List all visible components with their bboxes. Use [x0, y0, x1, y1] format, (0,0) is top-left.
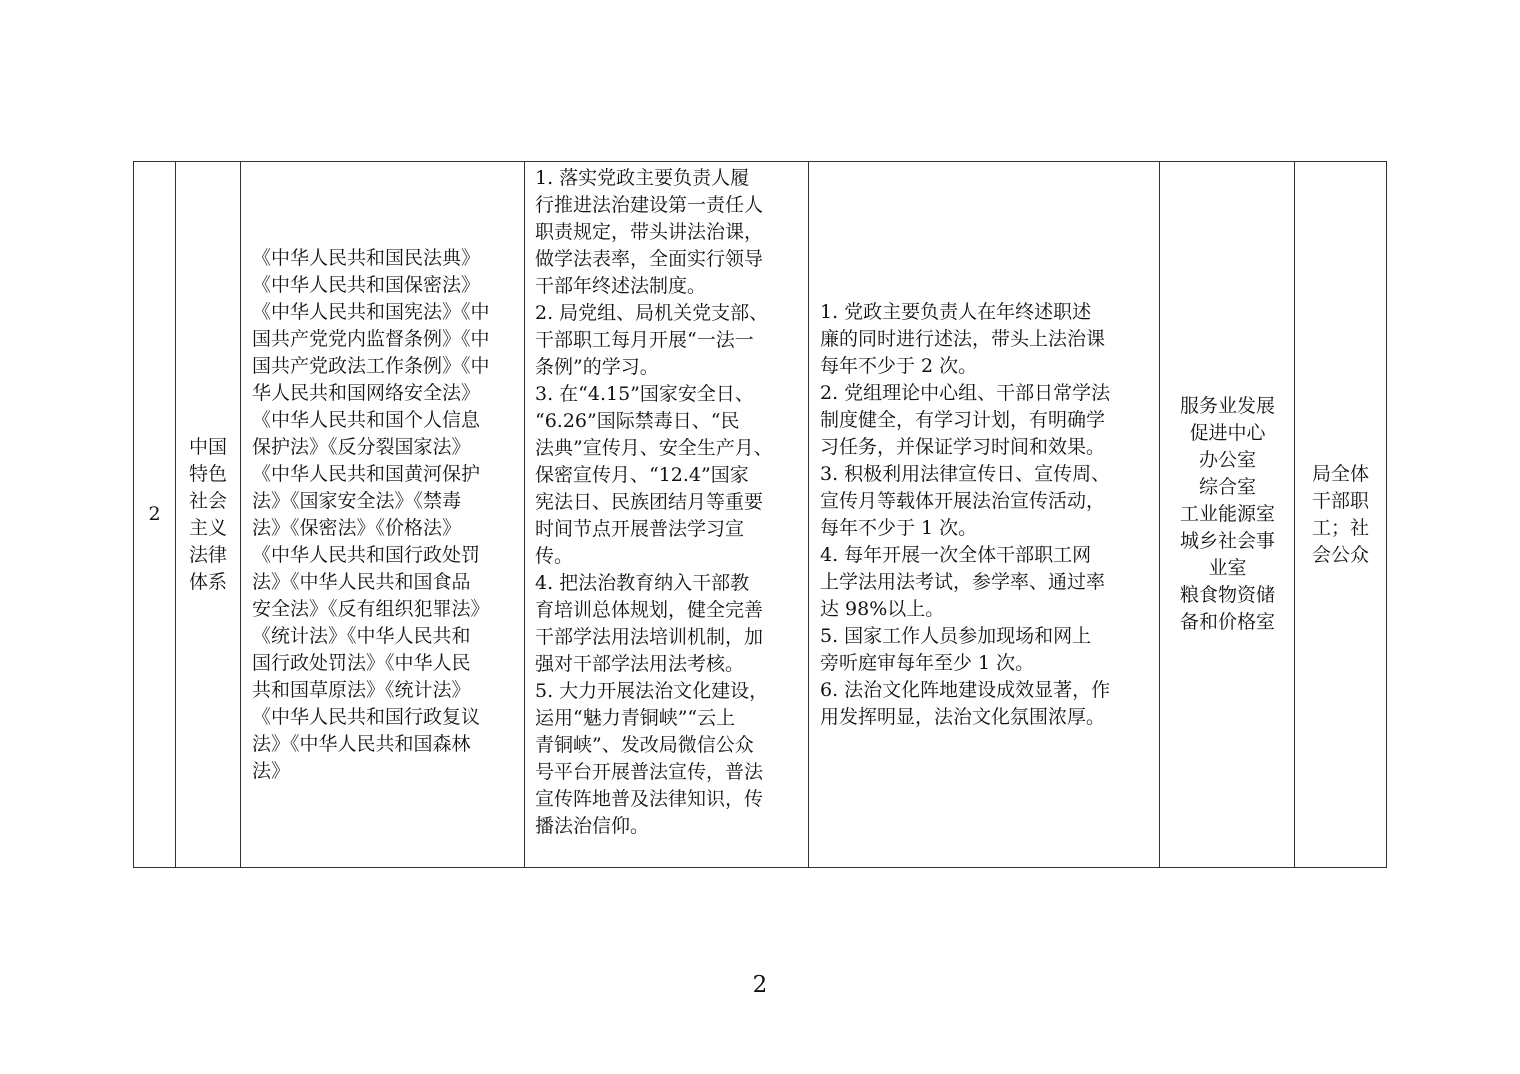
text-line: 干部职 [1311, 489, 1369, 512]
text-line: 促进中心 [1189, 422, 1266, 444]
text-line: 《中华人民共和国民法典》 [252, 246, 481, 269]
table-row [134, 162, 1387, 868]
text-line: 中国 [188, 435, 227, 458]
text-line: 1. 党政主要负责人在年终述职述 [820, 300, 1092, 323]
text-line: 备和价格室 [1179, 611, 1275, 633]
text-line: 2. 局党组、局机关党支部、 [535, 302, 769, 324]
tasks-cell [525, 162, 809, 868]
text-line: 职责规定，带头讲法治课， [535, 221, 764, 243]
text-line: 干部年终述法制度。 [535, 275, 707, 297]
laws-cell [241, 162, 525, 868]
text-line: 1. 落实党政主要负责人履 [535, 167, 750, 189]
text-line: 体系 [188, 570, 227, 593]
text-line: 安全法》《反有组织犯罪法》 [252, 597, 490, 620]
text-line: 国共产党政法工作条例》《中 [252, 354, 490, 377]
text-line: 法》《国家安全法》《禁毒 [252, 489, 462, 512]
text-line: 习任务，并保证学习时间和效果。 [820, 435, 1106, 458]
row-number: 2 [148, 503, 161, 525]
text-line: 办公室 [1198, 449, 1256, 471]
text-line: 保护法》《反分裂国家法》 [252, 435, 471, 458]
text-line: 工业能源室 [1179, 503, 1275, 525]
text-line: 干部职工每月开展“一法一 [535, 329, 754, 351]
text-line: 上学法用法考试，参学率、通过率 [820, 570, 1106, 593]
text-line: 《中华人民共和国行政处罚 [252, 543, 481, 566]
tasks-text [525, 162, 808, 840]
responsible-dept-text [1160, 393, 1294, 636]
text-line: 播法治信仰。 [535, 815, 650, 837]
text-line: 用发挥明显，法治文化氛围浓厚。 [820, 705, 1106, 728]
text-line: 城乡社会事 [1179, 530, 1275, 552]
text-line: 法》《中华人民共和国森林 [252, 732, 471, 755]
text-line: 《中华人民共和国宪法》《中 [252, 300, 490, 323]
category-cell [176, 162, 241, 868]
text-line: 会公众 [1311, 543, 1369, 566]
text-line: 每年不少于 2 次。 [820, 354, 978, 377]
text-line: 传。 [535, 545, 574, 567]
target-audience-text [1295, 461, 1386, 569]
text-line: 特色 [188, 462, 227, 485]
text-line: 号平台开展普法宣传，普法 [535, 761, 764, 783]
text-line: 法》《中华人民共和国食品 [252, 570, 471, 593]
text-line: 保密宣传月、“12.4”国家 [535, 464, 749, 486]
text-line: 主义 [188, 516, 227, 539]
text-line: 国共产党党内监督条例》《中 [252, 327, 490, 350]
text-line: 宣传阵地普及法律知识，传 [535, 788, 764, 810]
text-line: 法》《保密法》《价格法》 [252, 516, 462, 539]
text-line: 3. 在“4.15”国家安全日、 [535, 383, 754, 405]
text-line: 共和国草原法》《统计法》 [252, 678, 471, 701]
text-line: 《统计法》《中华人民共和 [252, 624, 471, 647]
text-line: 法律 [188, 543, 227, 566]
text-line: 条例”的学习。 [535, 356, 659, 378]
text-line: 做学法表率，全面实行领导 [535, 248, 764, 270]
text-line: 青铜峡”、发改局微信公众 [535, 734, 754, 756]
page-number: 2 [752, 972, 768, 998]
text-line: 时间节点开展普法学习宣 [535, 518, 745, 540]
text-line: 服务业发展 [1179, 395, 1275, 417]
text-line: 《中华人民共和国行政复议 [252, 705, 481, 728]
text-line: 宣传月等载体开展法治宣传活动， [820, 489, 1106, 512]
text-line: “6.26”国际禁毒日、“民 [535, 410, 740, 432]
text-line: 业室 [1208, 557, 1247, 579]
laws-text [241, 245, 524, 785]
row-number-cell [134, 162, 176, 868]
text-line: 干部学法用法培训机制，加 [535, 626, 764, 648]
text-line: 国行政处罚法》《中华人民 [252, 651, 471, 674]
text-line: 旁听庭审每年至少 1 次。 [820, 651, 1035, 674]
text-line: 局全体 [1311, 462, 1369, 485]
text-line: 综合室 [1198, 476, 1256, 498]
text-line: 法典”宣传月、安全生产月、 [535, 437, 773, 459]
category-text [176, 434, 240, 596]
text-line: 强对干部学法用法考核。 [535, 653, 745, 675]
target-audience-cell [1295, 162, 1387, 868]
text-line: 《中华人民共和国黄河保护 [252, 462, 481, 485]
text-line: 4. 把法治教育纳入干部教 [535, 572, 750, 594]
goals-cell [809, 162, 1160, 868]
requirements-table [133, 161, 1387, 868]
text-line: 华人民共和国网络安全法》 [252, 381, 481, 404]
text-line: 3. 积极利用法律宣传日、宣传周、 [820, 462, 1111, 485]
text-line: 法》 [252, 759, 291, 782]
text-line: 工；社 [1311, 516, 1369, 539]
text-line: 宪法日、民族团结月等重要 [535, 491, 764, 513]
text-line: 2. 党组理论中心组、干部日常学法 [820, 381, 1111, 404]
text-line: 《中华人民共和国个人信息 [252, 408, 481, 431]
text-line: 廉的同时进行述法，带头上法治课 [820, 327, 1106, 350]
text-line: 每年不少于 1 次。 [820, 516, 978, 539]
text-line: 育培训总体规划，健全完善 [535, 599, 764, 621]
responsible-dept-cell [1160, 162, 1295, 868]
text-line: 4. 每年开展一次全体干部职工网 [820, 543, 1092, 566]
text-line: 达 98%以上。 [820, 597, 945, 620]
text-line: 《中华人民共和国保密法》 [252, 273, 481, 296]
text-line: 5. 大力开展法治文化建设， [535, 680, 769, 702]
text-line: 制度健全，有学习计划，有明确学 [820, 408, 1106, 431]
text-line: 粮食物资储 [1179, 584, 1275, 606]
text-line: 社会 [188, 489, 227, 512]
text-line: 5. 国家工作人员参加现场和网上 [820, 624, 1092, 647]
text-line: 行推进法治建设第一责任人 [535, 194, 764, 216]
goals-text [809, 299, 1159, 731]
text-line: 运用“魅力青铜峡”“云上 [535, 707, 736, 729]
text-line: 6. 法治文化阵地建设成效显著，作 [820, 678, 1111, 701]
